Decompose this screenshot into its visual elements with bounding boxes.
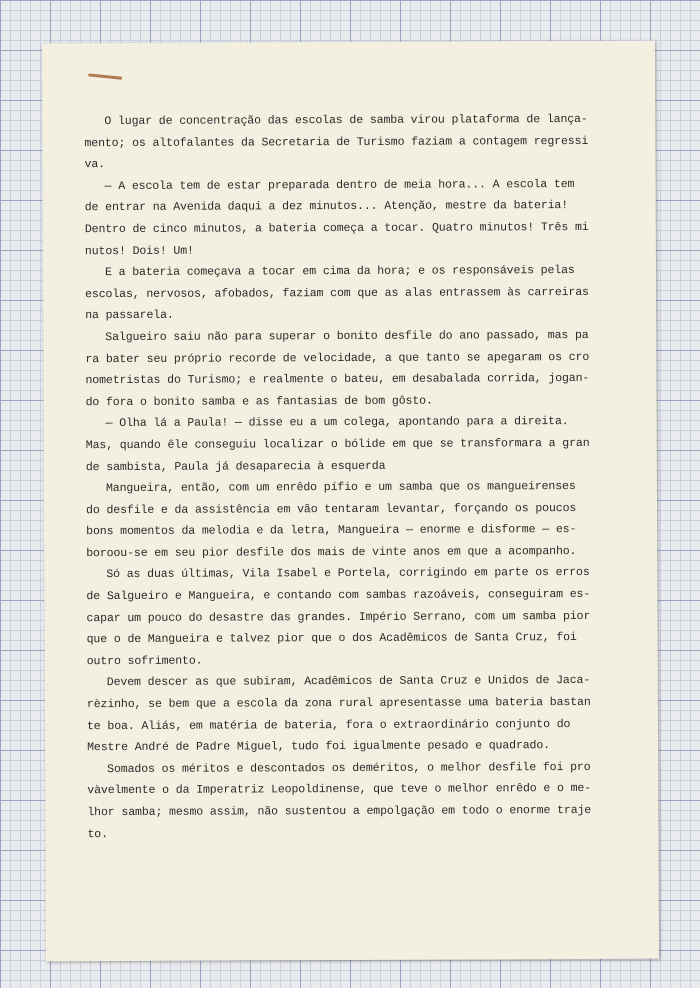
- text-line: to.: [87, 827, 108, 841]
- text-line: va.: [84, 158, 105, 172]
- text-line: do fora o bonito samba e as fantasias de bom gôsto.: [85, 394, 433, 409]
- text-line: de Salgueiro e Mangueira, e contando com sambas razoáveis, conseguiram es-: [86, 588, 591, 604]
- typewritten-sheet: [42, 41, 659, 962]
- text-line: de sambista, Paula já desaparecia à esquerda: [85, 459, 386, 474]
- text-line: outro sofrimento.: [86, 654, 203, 668]
- text-line: Mangueira, então, com um enrêdo pífio e um samba que os mangueirenses: [105, 480, 576, 496]
- text-line: Salgueiro saiu não para superar o bonito desfile do ano passado, mas pa: [105, 328, 589, 345]
- text-line: bons momentos da melodia e da letra, Mangueira — enorme e disforme — es-: [86, 523, 577, 539]
- text-line: E a bateria começava a tocar em cima da hora; e os responsáveis pelas: [104, 264, 575, 280]
- text-line: vàvelmente o da Imperatriz Leopoldinense, que teve o melhor enrêdo e o me-: [87, 782, 592, 798]
- text-line: te boa. Aliás, em matéria de bateria, fora o extraordinário conjunto do: [86, 717, 571, 733]
- text-line: nutos! Dois! Um!: [84, 244, 194, 258]
- text-line: Mas, quando êle conseguiu localizar o bólide em que se transformara a gran: [85, 436, 590, 453]
- typewritten-text: [84, 109, 627, 846]
- text-line: — Olha lá a Paula! — disse eu a um colega, apontando para a direita.: [105, 415, 569, 431]
- text-line: Só as duas últimas, Vila Isabel e Portela, corrigindo em parte os erros: [106, 566, 590, 582]
- text-line: lhor samba; mesmo assim, não sustentou a empolgação em todo o enorme traje: [87, 803, 592, 820]
- text-line: do desfile e da assistência em vão tentaram levantar, forçando os poucos: [86, 501, 577, 517]
- text-line: Somados os méritos e descontados os deméritos, o melhor desfile foi pro: [107, 760, 591, 776]
- text-line: mento; os altofalantes da Secretaria de Turismo faziam a contagem regressi: [84, 134, 589, 150]
- text-line: — A escola tem de estar preparada dentro de meia hora... A escola tem: [104, 177, 575, 193]
- text-line: Dentro de cinco minutos, a bateria começa a tocar. Quatro minutos! Três mi: [84, 220, 589, 237]
- text-line: Devem descer as que subiram, Acadêmicos de Santa Cruz e Unidos de Jaca-: [106, 674, 591, 690]
- text-line: nometristas do Turismo; e realmente o bateu, em desabalada corrida, jogan-: [85, 372, 590, 388]
- text-line: na passarela.: [85, 309, 174, 323]
- text-line: capar um pouco do desastre das grandes. Império Serrano, com um samba pior: [86, 609, 591, 625]
- text-line: que o de Mangueira e talvez pior que o dos Acadêmicos de Santa Cruz, foi: [86, 631, 577, 647]
- text-line: Mestre André de Padre Miguel, tudo foi igualmente pesado e quadrado.: [87, 739, 551, 755]
- text-line: ra bater seu próprio recorde de velocidade, a que tanto se apegaram os cro: [85, 350, 590, 366]
- text-line: rèzinho, se bem que a escola da zona rural apresentasse uma bateria bastan: [86, 695, 591, 712]
- rust-mark: [88, 73, 122, 79]
- text-line: escolas, nervosos, afobados, faziam com que as alas entrassem às carreiras: [85, 285, 589, 301]
- text-line: boroou-se em seu pior desfile dos mais de vinte anos em que a acompanho.: [86, 544, 577, 561]
- text-line: de entrar na Avenida daqui a dez minutos... Atenção, mestre da bateria!: [84, 199, 569, 215]
- text-line: O lugar de concentração das escolas de samba virou plataforma de lança-: [104, 112, 588, 129]
